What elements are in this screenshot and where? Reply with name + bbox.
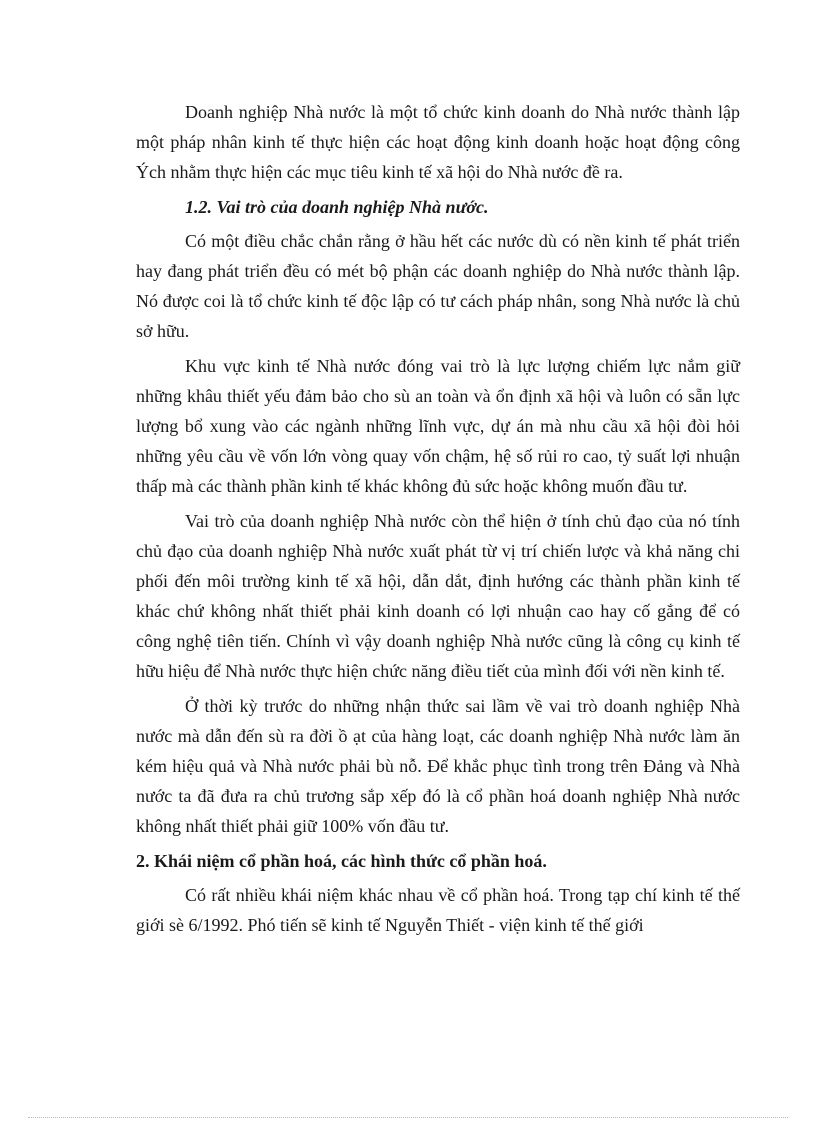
paragraph-history: Ở thời kỳ trước do những nhận thức sai lầm về vai trò doanh nghiệp Nhà nước mà dẫn đến sù ra đời ồ ạt của hàng loạt, các doanh nghiệp Nhà nước làm ăn kém hiệu quả và Nhà nước phải bù nỗ. Để khắc phục tình trong trên Đảng và Nhà nước ta đã đưa ra chủ trương sắp xếp đó là cổ phần hoá doanh nghiệp Nhà nước không nhất thiết phải giữ 100% vốn đầu tư.: [136, 696, 740, 836]
paragraph-state-sector: Khu vực kinh tế Nhà nước đóng vai trò là lực lượng chiếm lực nắm giữ những khâu thiết yếu đảm bảo cho sù an toàn và ổn định xã hội và luôn có sẵn lực lượng bổ xung vào các ngành những lĩnh vực, dự án mà nhu cầu xã hội đòi hỏi những yêu cầu về vốn lớn vòng quay vốn chậm, hệ số rủi ro cao, tỷ suất lợi nhuận thấp mà các thành phần kinh tế khác không đủ sức hoặc không muốn đầu tư.: [136, 356, 740, 496]
heading-equitization-concept: 2. Khái niệm cổ phần hoá, các hình thức cổ phần hoá.: [136, 851, 547, 871]
paragraph-equitization-concepts: Có rất nhiều khái niệm khác nhau về cổ phần hoá. Trong tạp chí kinh tế thế giới sè 6/1992. Phó tiến sẽ kinh tế Nguyễn Thiết - viện kinh tế thế giới: [136, 885, 740, 935]
page-bottom-divider: [28, 1117, 788, 1118]
paragraph-leading-role: Vai trò của doanh nghiệp Nhà nước còn thể hiện ở tính chủ đạo của nó tính chủ đạo của doanh nghiệp Nhà nước xuất phát từ vị trí chiến lược và khả năng chi phối đến môi trường kinh tế xã hội, dẫn dắt, định hướng các thành phần kinh tế khác chứ không nhất thiết phải kinh doanh có lợi nhuận cao hay cố gắng để có công nghệ tiên tiến. Chính vì vậy doanh nghiệp Nhà nước cũng là công cụ kinh tế hữu hiệu để Nhà nước thực hiện chức năng điều tiết của mình đối với nền kinh tế.: [136, 511, 740, 681]
paragraph-definition: Doanh nghiệp Nhà nước là một tổ chức kinh doanh do Nhà nước thành lập một pháp nhân kinh tế thực hiện các hoạt động kinh doanh hoặc hoạt động công Ých nhằm thực hiện các mục tiêu kinh tế xã hội do Nhà nước đề ra.: [136, 102, 740, 182]
paragraph-role-intro: Có một điều chắc chắn rằng ở hầu hết các nước dù có nền kinh tế phát triển hay đang phát triển đều có mét bộ phận các doanh nghiệp do Nhà nước thành lập. Nó được coi là tổ chức kinh tế độc lập có tư cách pháp nhân, song Nhà nước là chủ sở hữu.: [136, 231, 740, 341]
heading-role-of-soe: 1.2. Vai trò của doanh nghiệp Nhà nước.: [185, 197, 489, 217]
page-content: [136, 97, 740, 945]
